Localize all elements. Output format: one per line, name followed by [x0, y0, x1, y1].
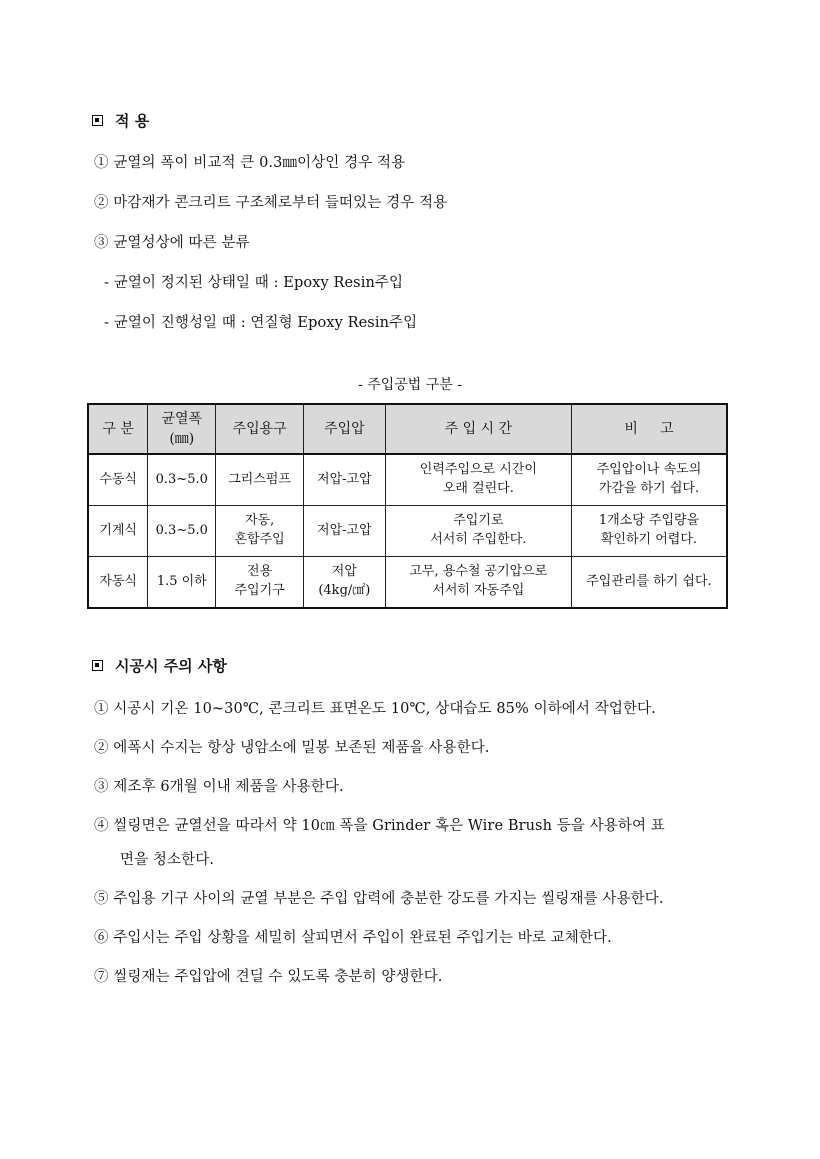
cell-pressure: 저압 (4kg/㎠)	[303, 557, 385, 609]
table-header-row	[88, 404, 727, 454]
cell-width: 0.3~5.0	[148, 454, 216, 506]
cell-width: 1.5 이하	[148, 557, 216, 609]
section1-title: 적 용	[115, 112, 150, 130]
cell-time: 주입기로 서서히 주입한다.	[385, 506, 571, 557]
section1-item: ② 마감재가 콘크리트 구조체로부터 들떠있는 경우 적용	[94, 195, 448, 211]
cell-note: 주입압이나 속도의 가감을 하기 쉽다.	[571, 454, 727, 506]
cell-type: 자동식	[88, 557, 148, 609]
section2-item: ② 에폭시 수지는 항상 냉암소에 밀봉 보존된 제품을 사용한다.	[94, 740, 490, 756]
section1-subitem: - 균열이 진행성일 때 : 연질형 Epoxy Resin주입	[104, 315, 418, 331]
section2-heading	[92, 655, 227, 676]
section1-subitem: - 균열이 정지된 상태일 때 : Epoxy Resin주입	[104, 275, 404, 291]
header-tool: 주입용구	[216, 404, 304, 454]
section2-item: ③ 제조후 6개월 이내 제품을 사용한다.	[94, 779, 344, 795]
section2-item: ⑤ 주입용 기구 사이의 균열 부분은 주입 압력에 충분한 강도를 가지는 씰링재를 사용한다.	[94, 891, 664, 907]
square-bullet-icon	[92, 660, 103, 671]
table-row	[88, 506, 727, 557]
table-caption: - 주입공법 구분 -	[358, 377, 462, 393]
header-note: 비 고	[571, 404, 727, 454]
cell-pressure: 저압-고압	[303, 506, 385, 557]
cell-note: 주입관리를 하기 쉽다.	[571, 557, 727, 609]
section1-heading	[92, 110, 149, 131]
cell-type: 수동식	[88, 454, 148, 506]
square-bullet-icon	[92, 115, 103, 126]
section1-item: ③ 균열성상에 따른 분류	[94, 235, 250, 251]
cell-tool: 그리스펌프	[216, 454, 304, 506]
injection-method-table	[87, 403, 728, 609]
section2-item-continued: 면을 청소한다.	[120, 852, 215, 868]
cell-note: 1개소당 주입량을 확인하기 어렵다.	[571, 506, 727, 557]
cell-time: 고무, 용수철 공기압으로 서서히 자동주입	[385, 557, 571, 609]
section1-item: ① 균열의 폭이 비교적 큰 0.3㎜이상인 경우 적용	[94, 155, 406, 171]
cell-pressure: 저압-고압	[303, 454, 385, 506]
cell-type: 기계식	[88, 506, 148, 557]
cell-time: 인력주입으로 시간이 오래 걸린다.	[385, 454, 571, 506]
table-row	[88, 557, 727, 609]
header-pressure: 주입압	[303, 404, 385, 454]
section2-title: 시공시 주의 사항	[115, 657, 227, 675]
cell-tool: 전용 주입기구	[216, 557, 304, 609]
section2-item: ④ 씰링면은 균열선을 따라서 약 10㎝ 폭을 Grinder 혹은 Wire Brush 등을 사용하여 표	[94, 818, 665, 834]
header-type: 구 분	[88, 404, 148, 454]
cell-tool: 자동, 혼합주입	[216, 506, 304, 557]
cell-width: 0.3~5.0	[148, 506, 216, 557]
header-time: 주 입 시 간	[385, 404, 571, 454]
section2-item: ⑥ 주입시는 주입 상황을 세밀히 살피면서 주입이 완료된 주입기는 바로 교체한다.	[94, 930, 612, 946]
section2-item: ① 시공시 기온 10~30℃, 콘크리트 표면온도 10℃, 상대습도 85% 이하에서 작업한다.	[94, 701, 656, 717]
section2-item: ⑦ 씰링재는 주입압에 견딜 수 있도록 충분히 양생한다.	[94, 969, 443, 985]
header-crack-width: 균열폭 (㎜)	[148, 404, 216, 454]
table-row	[88, 454, 727, 506]
